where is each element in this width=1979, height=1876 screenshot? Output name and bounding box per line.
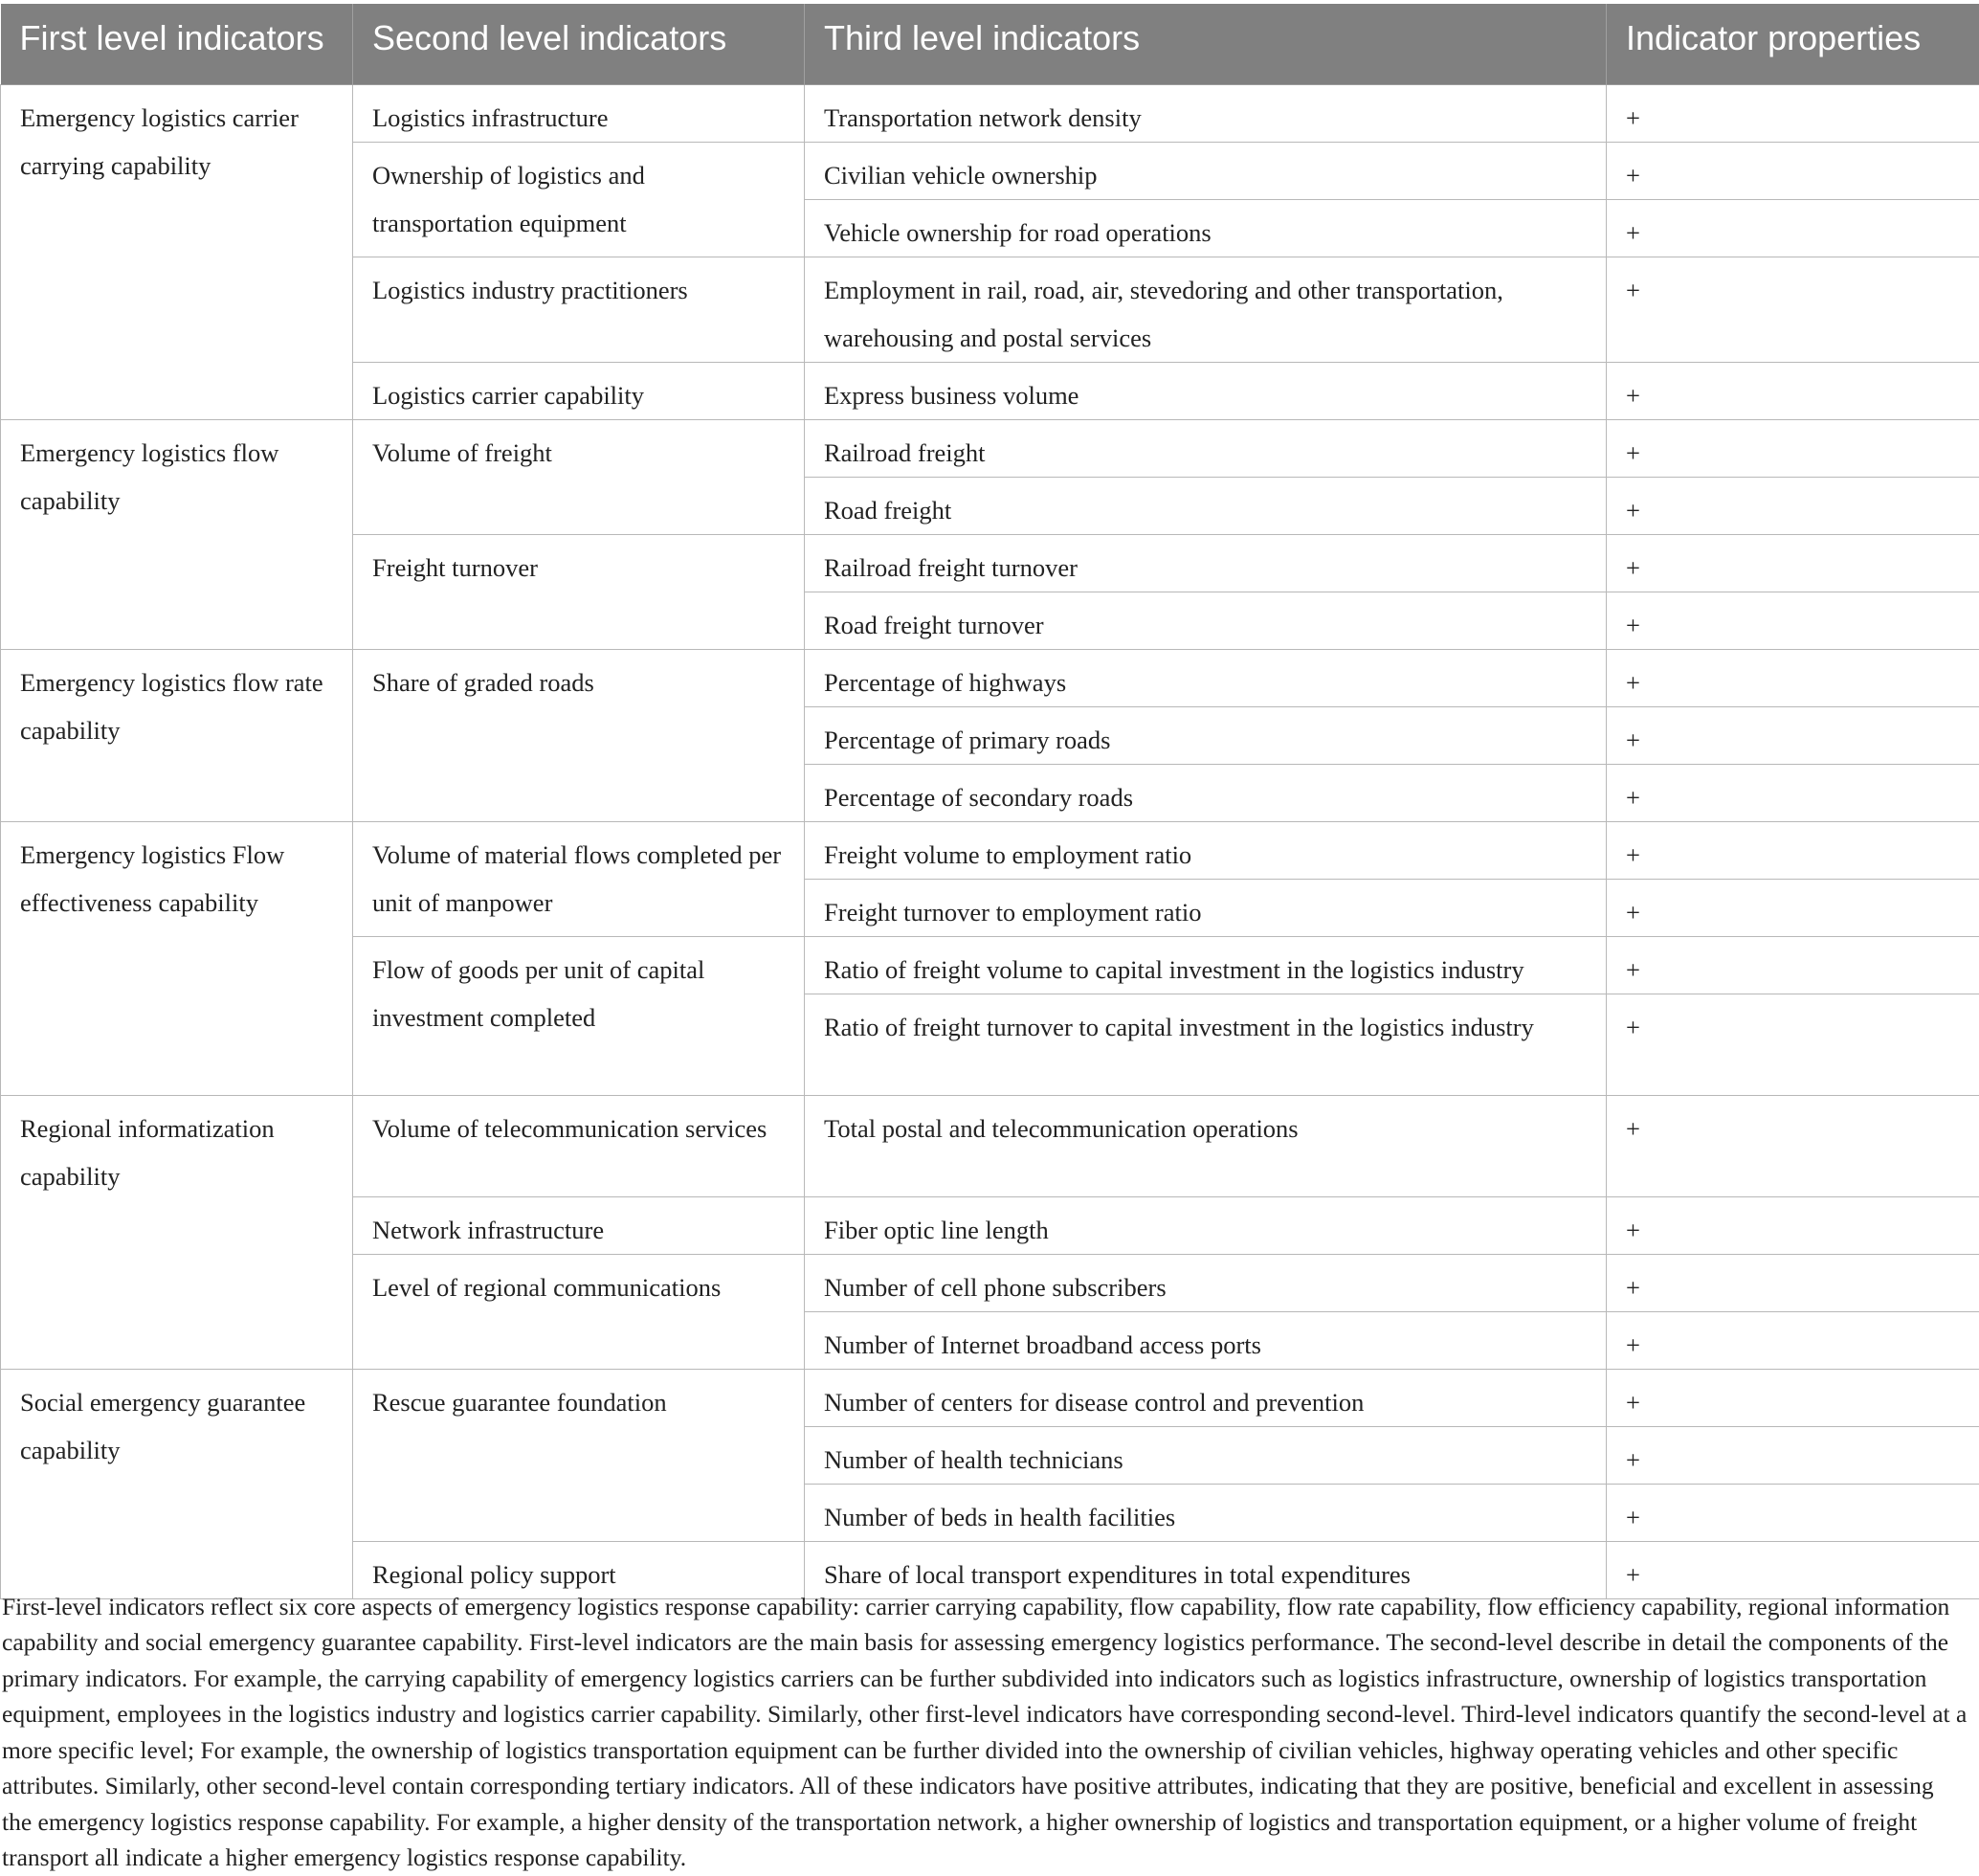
table-footnote: First-level indicators reflect six core aspects of emergency logistics response capability: carrier carrying capability, flow capability, flow rate capability, flow efficiency capability, regional information capability and social emergency guarantee capability. First-level indicators are the main basis for assessing emergency logistics performance. The second-level describe in detail the components of the primary indicators. For example, the carrying capability of emergency logistics carriers can be further subdivided into indicators such as logistics infrastructure, ownership of logistics transportation equipment, employees in the logistics industry and logistics carrier capability. Similarly, other first-level indicators have corresponding second-level. Third-level indicators quantify the second-level at a more specific level; For example, the ownership of logistics transportation equipment can be further divided into the ownership of civilian vehicles, highway operating vehicles and other specific attributes. Similarly, other second-level contain corresponding tertiary indicators. All of these indicators have positive attributes, indicating that they are positive, beneficial and excellent in assessing the emergency logistics response capability. For example, a higher density of the transportation network, a higher ownership of logistics and transportation equipment, or a higher volume of freight transport all indicate a higher emergency logistics response capability. [0, 1589, 1969, 1876]
indicator-property-cell: + [1607, 142, 1979, 199]
third-level-cell: Railroad freight turnover [805, 534, 1607, 592]
third-level-cell: Civilian vehicle ownership [805, 142, 1607, 199]
third-level-cell: Number of centers for disease control and prevention [805, 1369, 1607, 1426]
third-level-cell: Transportation network density [805, 84, 1607, 142]
second-level-cell: Flow of goods per unit of capital investment completed [353, 936, 805, 1095]
indicator-table [0, 4, 1979, 1599]
indicator-property-cell: + [1607, 1095, 1979, 1196]
indicator-property-cell: + [1607, 534, 1979, 592]
indicator-property-cell: + [1607, 84, 1979, 142]
second-level-cell: Network infrastructure [353, 1196, 805, 1254]
header-second-level: Second level indicators [353, 4, 805, 84]
indicator-property-cell: + [1607, 477, 1979, 534]
third-level-cell: Fiber optic line length [805, 1196, 1607, 1254]
indicator-property-cell: + [1607, 1541, 1979, 1598]
first-level-cell: Emergency logistics Flow effectiveness capability [1, 821, 353, 1095]
indicator-property-cell: + [1607, 879, 1979, 936]
table-row [1, 649, 1979, 706]
third-level-cell: Number of cell phone subscribers [805, 1254, 1607, 1311]
table-row [1, 821, 1979, 879]
table-header-row [1, 4, 1979, 84]
third-level-cell: Number of Internet broadband access ports [805, 1311, 1607, 1369]
indicator-property-cell: + [1607, 1484, 1979, 1541]
third-level-cell: Freight turnover to employment ratio [805, 879, 1607, 936]
third-level-cell: Number of beds in health facilities [805, 1484, 1607, 1541]
indicator-property-cell: + [1607, 764, 1979, 821]
indicator-property-cell: + [1607, 994, 1979, 1095]
third-level-cell: Percentage of highways [805, 649, 1607, 706]
indicator-property-cell: + [1607, 1196, 1979, 1254]
third-level-cell: Road freight [805, 477, 1607, 534]
second-level-cell: Freight turnover [353, 534, 805, 649]
first-level-cell: Regional informatization capability [1, 1095, 353, 1369]
indicator-property-cell: + [1607, 821, 1979, 879]
indicator-property-cell: + [1607, 362, 1979, 419]
indicator-property-cell: + [1607, 1369, 1979, 1426]
header-third-level: Third level indicators [805, 4, 1607, 84]
first-level-cell: Emergency logistics carrier carrying capability [1, 84, 353, 419]
second-level-cell: Volume of material flows completed per unit of manpower [353, 821, 805, 936]
third-level-cell: Total postal and telecommunication operations [805, 1095, 1607, 1196]
header-indicator-properties: Indicator properties [1607, 4, 1979, 84]
third-level-cell: Ratio of freight volume to capital investment in the logistics industry [805, 936, 1607, 994]
third-level-cell: Railroad freight [805, 419, 1607, 477]
first-level-cell: Emergency logistics flow capability [1, 419, 353, 649]
indicator-property-cell: + [1607, 1254, 1979, 1311]
third-level-cell: Share of local transport expenditures in total expenditures [805, 1541, 1607, 1598]
second-level-cell: Logistics carrier capability [353, 362, 805, 419]
indicator-property-cell: + [1607, 592, 1979, 649]
table-row [1, 1369, 1979, 1426]
third-level-cell: Road freight turnover [805, 592, 1607, 649]
second-level-cell: Regional policy support [353, 1541, 805, 1598]
indicator-property-cell: + [1607, 419, 1979, 477]
indicator-property-cell: + [1607, 936, 1979, 994]
third-level-cell: Express business volume [805, 362, 1607, 419]
second-level-cell: Share of graded roads [353, 649, 805, 821]
second-level-cell: Rescue guarantee foundation [353, 1369, 805, 1541]
indicator-property-cell: + [1607, 199, 1979, 257]
table-body [1, 84, 1979, 1598]
second-level-cell: Level of regional communications [353, 1254, 805, 1369]
second-level-cell: Logistics industry practitioners [353, 257, 805, 362]
first-level-cell: Social emergency guarantee capability [1, 1369, 353, 1598]
third-level-cell: Number of health technicians [805, 1426, 1607, 1484]
indicator-property-cell: + [1607, 257, 1979, 362]
indicator-property-cell: + [1607, 706, 1979, 764]
first-level-cell: Emergency logistics flow rate capability [1, 649, 353, 821]
second-level-cell: Volume of freight [353, 419, 805, 534]
header-first-level: First level indicators [1, 4, 353, 84]
third-level-cell: Percentage of primary roads [805, 706, 1607, 764]
third-level-cell: Employment in rail, road, air, stevedoring and other transportation, warehousing and postal services [805, 257, 1607, 362]
table-row [1, 84, 1979, 142]
second-level-cell: Volume of telecommunication services [353, 1095, 805, 1196]
indicator-property-cell: + [1607, 649, 1979, 706]
third-level-cell: Freight volume to employment ratio [805, 821, 1607, 879]
third-level-cell: Vehicle ownership for road operations [805, 199, 1607, 257]
table-row [1, 419, 1979, 477]
third-level-cell: Percentage of secondary roads [805, 764, 1607, 821]
indicator-property-cell: + [1607, 1426, 1979, 1484]
second-level-cell: Logistics infrastructure [353, 84, 805, 142]
indicator-property-cell: + [1607, 1311, 1979, 1369]
third-level-cell: Ratio of freight turnover to capital investment in the logistics industry [805, 994, 1607, 1095]
table-row [1, 1095, 1979, 1196]
second-level-cell: Ownership of logistics and transportation equipment [353, 142, 805, 257]
